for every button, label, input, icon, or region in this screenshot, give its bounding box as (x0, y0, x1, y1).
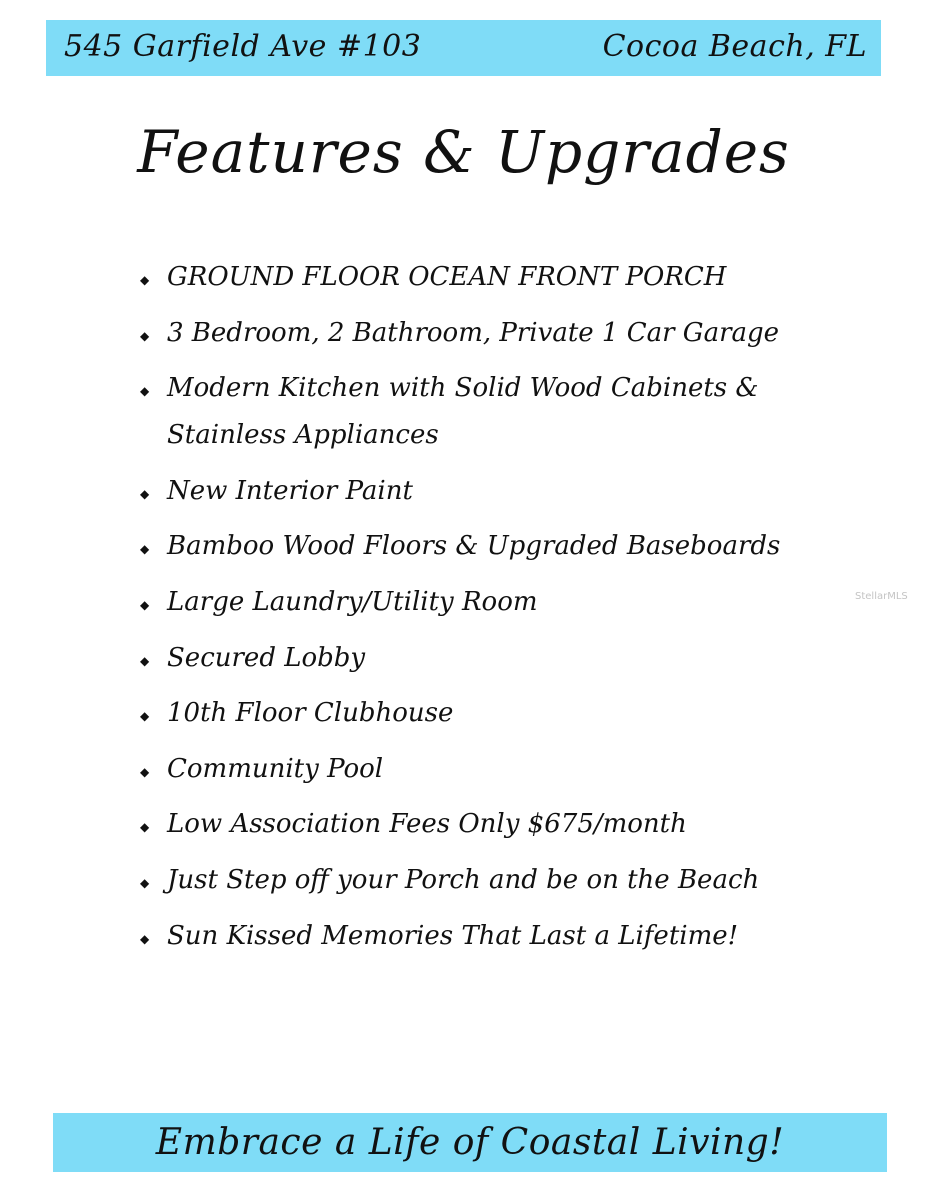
page-title: Features & Upgrades (137, 118, 790, 186)
tagline-banner (53, 1113, 887, 1172)
feature-text: Low Association Fees Only $675/month (167, 809, 687, 840)
bullet-icon: ◆ (140, 384, 150, 399)
bullet-icon: ◆ (140, 931, 150, 946)
feature-item (136, 746, 896, 793)
feature-item (136, 635, 896, 682)
address-street: 545 Garfield Ave #103 (64, 29, 422, 64)
feature-text: Large Laundry/Utility Room (167, 586, 538, 617)
feature-item (136, 801, 896, 848)
feature-text: New Interior Paint (167, 475, 413, 506)
feature-text: GROUND FLOOR OCEAN FRONT PORCH (167, 262, 727, 292)
feature-text: 3 Bedroom, 2 Bathroom, Private 1 Car Garage (167, 317, 780, 348)
bullet-icon: ◆ (140, 875, 150, 890)
address-banner (46, 20, 881, 76)
feature-text: Community Pool (167, 753, 384, 784)
bullet-icon: ◆ (140, 328, 150, 343)
bullet-icon: ◆ (140, 486, 150, 501)
bullet-icon: ◆ (140, 597, 150, 612)
bullet-icon: ◆ (140, 653, 150, 668)
feature-item (136, 468, 896, 515)
mls-watermark: StellarMLS (855, 591, 908, 602)
feature-list (136, 254, 896, 968)
feature-text: 10th Floor Clubhouse (167, 698, 454, 729)
feature-item (136, 690, 896, 737)
feature-item (136, 254, 896, 301)
feature-text: Just Step off your Porch and be on the Beach (167, 864, 760, 895)
feature-text: Secured Lobby (167, 642, 366, 673)
feature-item (136, 579, 896, 626)
feature-text: Stainless Appliances (167, 420, 439, 451)
bullet-icon: ◆ (140, 764, 150, 779)
feature-item (136, 365, 896, 459)
address-city: Cocoa Beach, FL (602, 29, 867, 64)
bullet-icon: ◆ (140, 820, 150, 835)
feature-text: Bamboo Wood Floors & Upgraded Baseboards (167, 531, 781, 562)
feature-item (136, 857, 896, 904)
feature-item (136, 913, 896, 960)
feature-item (136, 523, 896, 570)
tagline-text: Embrace a Life of Coastal Living! (155, 1122, 785, 1163)
feature-item (136, 310, 896, 357)
bullet-icon: ◆ (140, 709, 150, 724)
bullet-icon: ◆ (140, 273, 150, 287)
feature-text: Sun Kissed Memories That Last a Lifetime! (167, 920, 739, 951)
bullet-icon: ◆ (140, 542, 150, 557)
feature-text: Modern Kitchen with Solid Wood Cabinets & (167, 373, 759, 404)
